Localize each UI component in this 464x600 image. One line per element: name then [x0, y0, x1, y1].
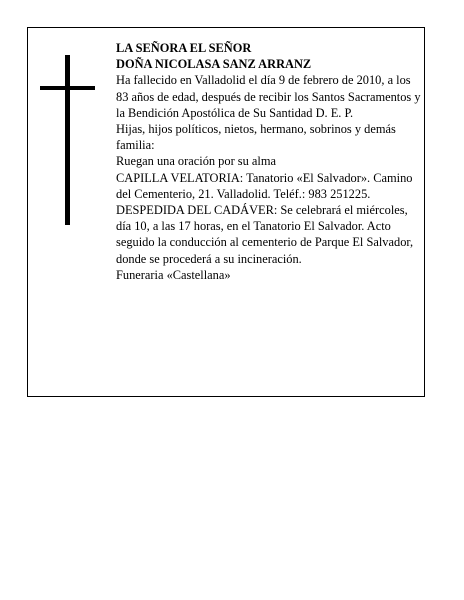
chapel-info: CAPILLA VELATORIA: Tanatorio «El Salvador». Camino del Cementerio, 21. Valladolid. Teléf.: 983 251225.: [116, 170, 413, 201]
cross-horizontal-bar: [40, 86, 95, 90]
prayer-request: Ruegan una oración por su alma: [116, 154, 276, 169]
deceased-name: DOÑA NICOLASA SANZ ARRANZ: [116, 57, 312, 72]
family-list: Hijas, hijos políticos, nietos, hermano, sobrinos y demás familia:: [116, 122, 396, 153]
farewell-info: DESPEDIDA DEL CADÁVER: Se celebrará el miércoles, día 10, a las 17 horas, en el Tanatorio El Salvador. Acto seguido la conducción al cementerio de Parque El Salvador, donde se procederá a su incineración.: [116, 203, 414, 266]
obituary-notice: [27, 27, 425, 397]
notice-text: [116, 40, 421, 283]
cross-vertical-bar: [65, 55, 70, 225]
heading-line-1: LA SEÑORA EL SEÑOR: [116, 41, 252, 55]
funeral-home: Funeraria «Castellana»: [116, 267, 231, 282]
death-announcement: Ha fallecido en Valladolid el día 9 de febrero de 2010, a los 83 años de edad, después de recibir los Santos Sacramentos y la Bendición Apostólica de Su Santidad D. E. P.: [116, 73, 421, 120]
